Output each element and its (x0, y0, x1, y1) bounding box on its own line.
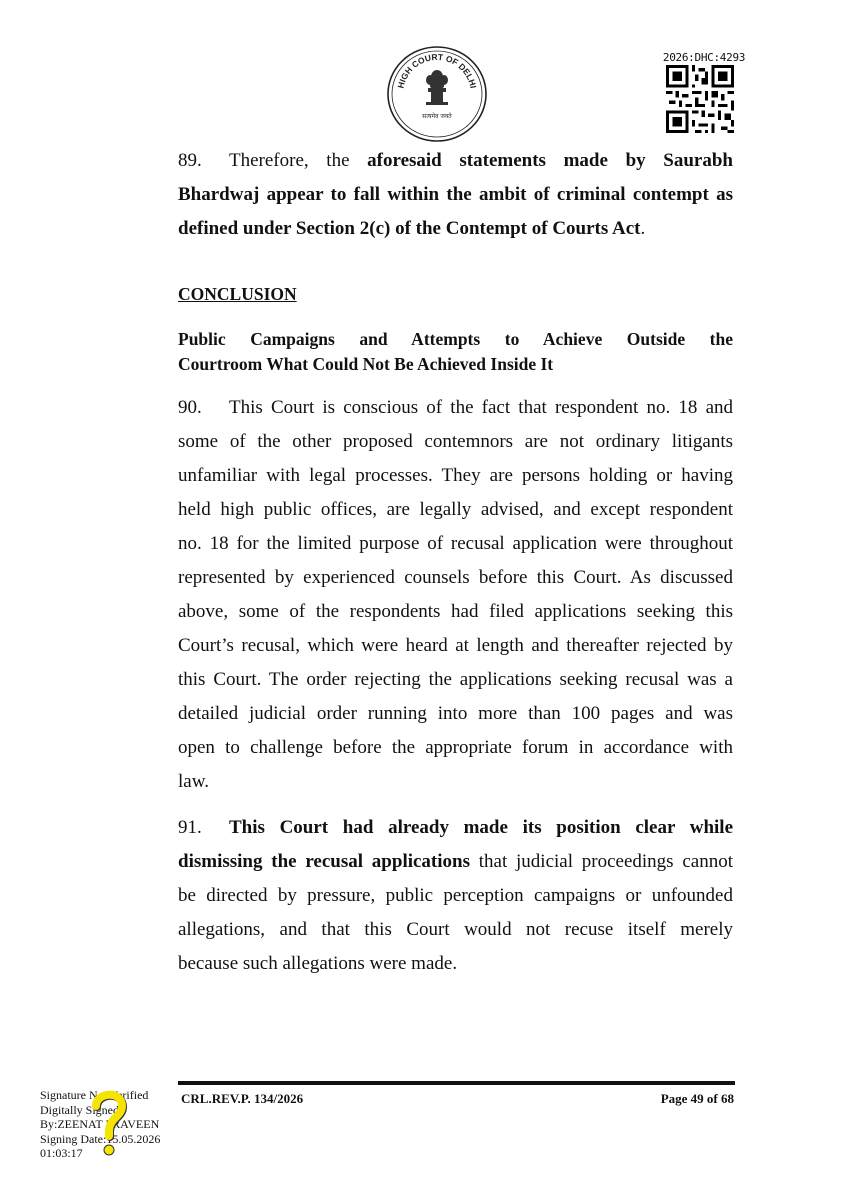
para89-text: . (640, 218, 646, 239)
page-current: 49 (690, 1091, 704, 1106)
para91-text: that judicial proceedings cannot (470, 851, 733, 872)
page-of: of (706, 1091, 718, 1106)
subheading-line: Public Campaigns and Attempts to Achieve Outside the (178, 329, 733, 349)
para91-bold-text: dismissing the recusal applications (178, 851, 470, 872)
section-heading: CONCLUSION (178, 284, 297, 304)
paragraph-89 (178, 144, 733, 246)
para89-line (178, 212, 733, 246)
para91-line: because such allegations were made. (178, 953, 458, 974)
para91-bold-text: This Court had already made its position clear while (229, 817, 733, 838)
para90-line (178, 391, 733, 425)
paragraph-number: 89. (178, 150, 202, 171)
para91-line (178, 811, 733, 845)
unverified-question-mark-icon (88, 1086, 130, 1162)
para90-line: unfamiliar with legal processes. They are persons holding or having (178, 465, 733, 486)
para90-line: open to challenge before the appropriate forum in accordance with (178, 737, 733, 758)
page-total: 68 (721, 1091, 734, 1106)
page-number (624, 1091, 734, 1107)
qr-code-label: 2026:DHC:4293 (662, 51, 746, 64)
signature-line: Digitally Signed (40, 1102, 119, 1117)
signature-date: Signing Date:15.05.2026 (40, 1131, 161, 1146)
paragraph-number: 91. (178, 817, 202, 838)
high-court-seal (386, 44, 488, 144)
case-number: CRL.REV.P. 134/2026 (181, 1091, 304, 1106)
ashoka-emblem-icon (426, 70, 448, 105)
para89-bold-text: defined under Section 2(c) of the Contempt of Courts Act (178, 218, 641, 239)
para90-line: detailed judicial order running into more than 100 pages and was (178, 703, 733, 724)
footer-rule (178, 1081, 735, 1085)
para89-bold-text: aforesaid statements made by Saurabh (367, 150, 733, 171)
para91-line: allegations, and that this Court would not recuse itself merely (178, 919, 733, 940)
para90-line: some of the other proposed contemnors are not ordinary litigants (178, 431, 733, 452)
para90-line: law. (178, 771, 209, 792)
para90-line: represented by experienced counsels before this Court. As discussed (178, 567, 733, 588)
para89-bold-text: Bhardwaj appear to fall within the ambit of criminal contempt as (178, 184, 733, 205)
para89-line (178, 178, 733, 212)
para89-text: Therefore, the (229, 150, 368, 171)
paragraph-number: 90. (178, 397, 202, 418)
para90-line: this Court. The order rejecting the applications seeking recusal was a (178, 669, 733, 690)
para90-text: This Court is conscious of the fact that respondent no. 18 and (229, 397, 733, 418)
subheading-line: Courtroom What Could Not Be Achieved Inside It (178, 354, 554, 374)
page-label: Page (660, 1091, 688, 1106)
para90-line: no. 18 for the limited purpose of recusal application were throughout (178, 533, 733, 554)
para89-line (178, 144, 733, 178)
para90-line: held high public offices, are legally advised, and except respondent (178, 499, 733, 520)
section-subheading (178, 327, 733, 377)
para90-line: Court’s recusal, which were heard at length and thereafter rejected by (178, 635, 733, 656)
paragraph-90 (178, 391, 733, 799)
para91-line: be directed by pressure, public perception campaigns or unfounded (178, 885, 733, 906)
para91-line (178, 845, 733, 879)
para90-line: above, some of the respondents had filed applications seeking this (178, 601, 733, 622)
seal-motto: सत्यमेव जयते (422, 113, 452, 120)
signature-time: 01:03:17 (40, 1146, 83, 1160)
signature-status: Signature Not Verified (40, 1088, 149, 1102)
paragraph-91 (178, 811, 733, 981)
seal-top-text: HIGH COURT OF DELHI (395, 51, 479, 90)
signature-signer: By:ZEENAT PRAVEEN (40, 1117, 160, 1131)
qr-code-icon (666, 65, 734, 133)
